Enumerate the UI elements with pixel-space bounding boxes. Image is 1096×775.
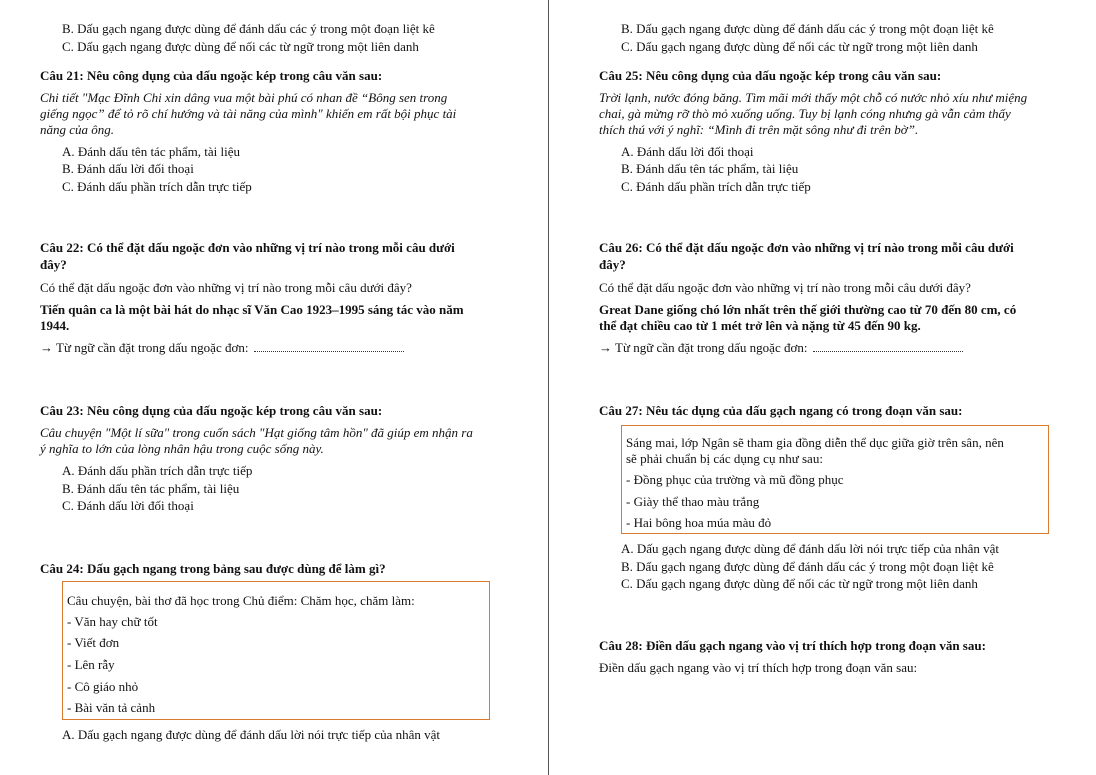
q25-option-c: C. Đánh dấu phần trích dẫn trực tiếp	[621, 179, 811, 194]
q23-option-c: C. Đánh dấu lời đối thoại	[62, 498, 194, 513]
q23-title: Câu 23: Nêu công dụng của dấu ngoặc kép trong câu văn sau:	[40, 403, 383, 418]
q26-sentence-line: thể đạt chiều cao từ 1 mét trở lên và nặng từ 45 đến 90 kg.	[599, 318, 921, 333]
q22-prompt: Có thể đặt dấu ngoặc đơn vào những vị trí nào trong mỗi câu dưới đây?	[40, 280, 412, 295]
q25-quote-line: Trời lạnh, nước đóng băng. Tìm mãi mới thấy một chỗ có nước nhỏ xíu như miệng	[599, 90, 1028, 105]
q21-option-b: B. Đánh dấu lời đối thoại	[62, 161, 194, 176]
q27-box-line: sẽ phải chuẩn bị các dụng cụ như sau:	[626, 451, 823, 466]
q20-option-b: B. Dấu gạch ngang được dùng để đánh dấu các ý trong một đoạn liệt kê	[62, 21, 435, 36]
q25-option-a: A. Đánh dấu lời đối thoại	[621, 144, 754, 159]
q25-option-b: B. Đánh dấu tên tác phẩm, tài liệu	[621, 161, 799, 176]
q26-sentence-line: Great Dane giống chó lớn nhất trên thế giới thường cao từ 70 đến 80 cm, có	[599, 302, 1017, 317]
q21-quote-line: giếng ngọc” để tỏ rõ chí hướng và tài năng của mình" khiến em rất bội phục tài	[40, 106, 457, 121]
q24-box-line: - Cô giáo nhỏ	[67, 679, 139, 694]
q27-option-b: B. Dấu gạch ngang được dùng để đánh dấu các ý trong một đoạn liệt kê	[621, 559, 994, 574]
q27-box-line: - Hai bông hoa múa màu đỏ	[626, 515, 772, 530]
q21-option-c: C. Đánh dấu phần trích dẫn trực tiếp	[62, 179, 252, 194]
q24-option-b: B. Dấu gạch ngang được dùng để đánh dấu các ý trong một đoạn liệt kê	[621, 21, 994, 36]
q24-box-line: - Viết đơn	[67, 635, 120, 650]
q26-answer-label: → Từ ngữ cần đặt trong dấu ngoặc đơn:	[599, 340, 808, 355]
q22-title-line: đây?	[40, 257, 67, 272]
q27-box-line: - Giày thể thao màu trắng	[626, 494, 760, 509]
q27-option-a: A. Dấu gạch ngang được dùng để đánh dấu lời nói trực tiếp của nhân vật	[621, 541, 1000, 556]
q22-title-line: Câu 22: Có thể đặt dấu ngoặc đơn vào những vị trí nào trong mỗi câu dưới	[40, 240, 455, 255]
q22-answer-blank[interactable]	[254, 341, 404, 352]
q26-title-line: đây?	[599, 257, 626, 272]
q21-quote-line: năng của ông.	[40, 122, 115, 137]
q26-answer-blank[interactable]	[813, 341, 963, 352]
q22-sentence-line: 1944.	[40, 318, 70, 333]
column-divider	[548, 0, 549, 775]
q26-title-line: Câu 26: Có thể đặt dấu ngoặc đơn vào những vị trí nào trong mỗi câu dưới	[599, 240, 1014, 255]
q25-quote-line: chai, gà mừng rỡ thò mỏ xuống uống. Tuy bị lạnh cóng nhưng gà vẫn cảm thấy	[599, 106, 1011, 121]
q24-box-line: - Bài văn tả cảnh	[67, 700, 156, 715]
q20-option-c: C. Dấu gạch ngang được dùng để nối các từ ngữ trong một liên danh	[62, 39, 419, 54]
q23-option-a: A. Đánh dấu phần trích dẫn trực tiếp	[62, 463, 253, 478]
q27-box-line: - Đồng phục của trường và mũ đồng phục	[626, 472, 844, 487]
q28-title: Câu 28: Điền dấu gạch ngang vào vị trí thích hợp trong đoạn văn sau:	[599, 638, 986, 653]
q28-prompt: Điền dấu gạch ngang vào vị trí thích hợp trong đoạn văn sau:	[599, 660, 918, 675]
q23-quote-line: ý nghĩa to lớn của lòng nhân hậu trong cuộc sống này.	[40, 441, 324, 456]
q27-box-line: Sáng mai, lớp Ngân sẽ tham gia đồng diễn thể dục giữa giờ trên sân, nên	[626, 435, 1004, 450]
q26-answer-line	[599, 340, 963, 355]
q22-answer-line	[40, 340, 404, 355]
q24-option-c: C. Dấu gạch ngang được dùng để nối các từ ngữ trong một liên danh	[621, 39, 978, 54]
q27-option-c: C. Dấu gạch ngang được dùng để nối các từ ngữ trong một liên danh	[621, 576, 978, 591]
q25-quote-line: thích thú với ý nghĩ: “Mình đi trên mặt sông như đi trên bờ”.	[599, 122, 919, 137]
q23-option-b: B. Đánh dấu tên tác phẩm, tài liệu	[62, 481, 240, 496]
q24-box-line: - Lên rẫy	[67, 657, 115, 672]
q24-option-a: A. Dấu gạch ngang được dùng để đánh dấu lời nói trực tiếp của nhân vật	[62, 727, 441, 742]
q21-quote-line: Chi tiết "Mạc Đĩnh Chi xin dâng vua một bài phú có nhan đề “Bông sen trong	[40, 90, 448, 105]
q24-title: Câu 24: Dấu gạch ngang trong bảng sau được dùng để làm gì?	[40, 561, 386, 576]
q21-option-a: A. Đánh dấu tên tác phẩm, tài liệu	[62, 144, 240, 159]
q26-prompt: Có thể đặt dấu ngoặc đơn vào những vị trí nào trong mỗi câu dưới đây?	[599, 280, 971, 295]
q22-answer-label: → Từ ngữ cần đặt trong dấu ngoặc đơn:	[40, 340, 249, 355]
q25-title: Câu 25: Nêu công dụng của dấu ngoặc kép trong câu văn sau:	[599, 68, 942, 83]
q22-sentence-line: Tiến quân ca là một bài hát do nhạc sĩ Văn Cao 1923–1995 sáng tác vào năm	[40, 302, 464, 317]
q21-title: Câu 21: Nêu công dụng của dấu ngoặc kép trong câu văn sau:	[40, 68, 383, 83]
q24-box-line: - Văn hay chữ tốt	[67, 614, 158, 629]
q23-quote-line: Câu chuyện "Một lí sữa" trong cuốn sách "Hạt giống tâm hồn" đã giúp em nhận ra	[40, 425, 473, 440]
q27-title: Câu 27: Nêu tác dụng của dấu gạch ngang có trong đoạn văn sau:	[599, 403, 963, 418]
q24-box-line: Câu chuyện, bài thơ đã học trong Chủ điểm: Chăm học, chăm làm:	[67, 593, 415, 608]
